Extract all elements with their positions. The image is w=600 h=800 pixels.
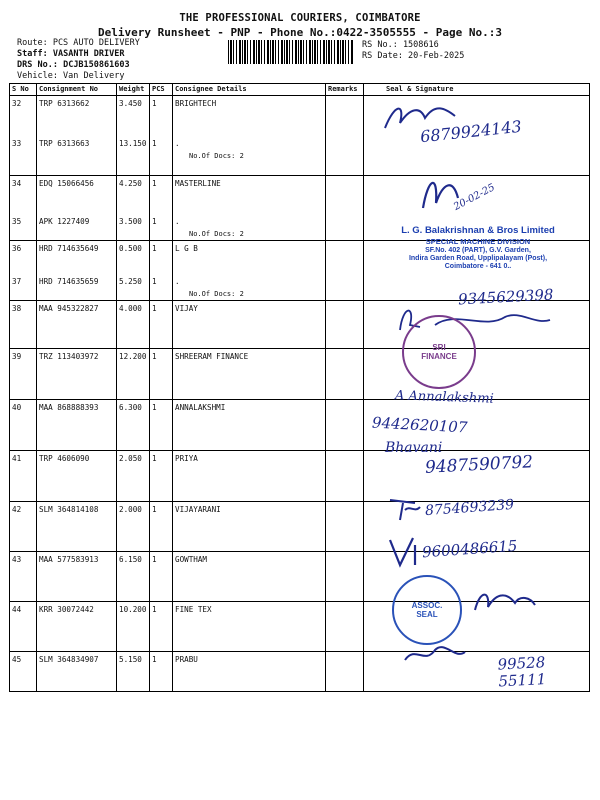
phone-45: 99528 55111: [497, 653, 547, 691]
meta-right: [362, 40, 464, 62]
phone-42: 8754693239: [424, 496, 515, 520]
meta-left: [17, 38, 140, 82]
col-remarks: Remarks: [326, 84, 364, 96]
page-title: THE PROFESSIONAL COURIERS, COIMBATORE: [179, 12, 421, 24]
table-row: 38 MAA 945322827 4.000 1 VIJAY: [10, 301, 590, 349]
finance-seal: SRI FINANCE: [402, 315, 476, 389]
phone-41: 9487590792: [424, 452, 534, 478]
col-consignee: Consignee Details: [173, 84, 326, 96]
date-34: 20-02-25: [452, 182, 497, 213]
signature-40: A Annalakshmi: [394, 388, 494, 407]
association-seal: ASSOC. SEAL: [392, 575, 462, 645]
signature-43: [385, 535, 425, 570]
table-row: 45 SLM 364834907 5.150 1 PRABU: [10, 652, 590, 692]
phone-38: 9345629398: [457, 285, 554, 309]
vehicle: Vehicle: Van Delivery: [17, 71, 125, 81]
table-header: [10, 84, 590, 96]
col-sno: S No: [10, 84, 37, 96]
col-seal: Seal & Signature: [364, 84, 590, 96]
signature-45: [400, 640, 470, 670]
rs-number: RS No.: 1508616: [362, 40, 439, 50]
phone-32: 6879924143: [419, 116, 523, 147]
table-row: 41 TRP 4606090 2.050 1 PRIYA: [10, 451, 590, 502]
table-row: 36 HRD 714635649 0.500 1 L G B: [10, 240, 590, 274]
col-pcs: PCS: [150, 84, 173, 96]
drs-number: DRS No.: DCJB150861603: [17, 60, 130, 70]
company-stamp: L. G. Balakrishnan & Bros Limited SPECIAL MACHINE DIVISION SF.No. 402 (PART), G.V. Garden, Indira Garden Road, Upplipalayam (Post), Coimbatore - 641 0..: [401, 225, 555, 270]
staff: Staff: VASANTH DRIVER: [17, 49, 125, 59]
col-consignment: Consignment No: [37, 84, 117, 96]
runsheet-subtitle: Delivery Runsheet - PNP - Phone No.:0422-3505555 - Page No.:3: [98, 26, 502, 39]
table-row: 34 EDQ 15066456 4.250 1 MASTERLINE: [10, 176, 590, 214]
barcode: [228, 40, 354, 64]
phone-43: 9600486615: [421, 536, 518, 562]
phone-40: 9442620107: [371, 413, 468, 437]
table-row: 39 TRZ 113403972 12.200 1 SHREERAM FINANCE: [10, 349, 590, 400]
table-row: 42 SLM 364814108 2.000 1 VIJAYARANI: [10, 502, 590, 552]
rs-date: RS Date: 20-Feb-2025: [362, 51, 465, 61]
table-row: 40 MAA 868888393 6.300 1 ANNALAKSHMI: [10, 400, 590, 451]
table-row: 35 APK 1227409 3.500 1 . No.Of Docs: 2: [10, 214, 590, 241]
signature-44: [470, 585, 540, 615]
col-weight: Weight: [117, 84, 150, 96]
table-row: 44 KRR 30072442 10.200 1 FINE TEX: [10, 602, 590, 652]
signature-42: [385, 495, 425, 525]
route: Route: PCS AUTO DELIVERY: [17, 38, 140, 48]
table-row: 37 HRD 714635659 5.250 1 . No.Of Docs: 2: [10, 274, 590, 301]
table-row: 43 MAA 577583913 6.150 1 GOWTHAM: [10, 552, 590, 602]
signature-41: Bhavani: [385, 440, 443, 456]
table-row: 33 TRP 6313663 13.150 1 . No.Of Docs: 2: [10, 136, 590, 176]
table-row: 32 TRP 6313662 3.450 1 BRIGHTECH: [10, 96, 590, 136]
